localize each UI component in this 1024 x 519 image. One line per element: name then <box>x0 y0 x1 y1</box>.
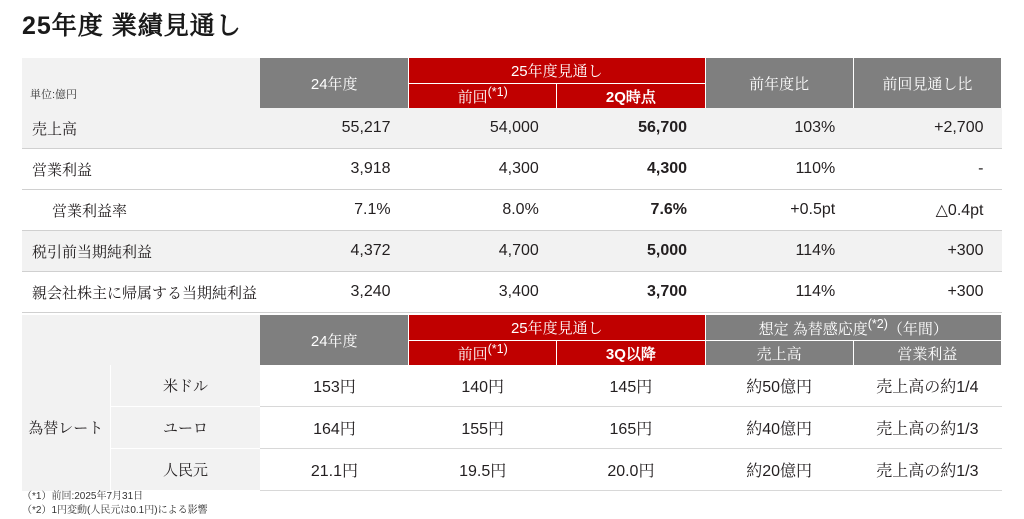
header-fy24: 24年度 <box>260 58 408 108</box>
cell-prev: 4,300 <box>409 149 557 190</box>
cell-yoy: +0.5pt <box>705 190 853 231</box>
header-q2: 2Q時点 <box>557 84 705 109</box>
cell-vs-prev: △0.4pt <box>853 190 1001 231</box>
unit-label: 単位:億円 <box>22 58 260 108</box>
fx-currency: 米ドル <box>110 365 260 407</box>
fx-currency: 人民元 <box>110 449 260 491</box>
fx-cell-prev: 140円 <box>409 365 557 407</box>
fx-header-prev-note: (*1) <box>487 342 508 356</box>
fx-header-q3: 3Q以降 <box>557 341 705 366</box>
fx-rate-table <box>22 315 1002 491</box>
row-label: 営業利益率 <box>22 190 260 231</box>
cell-vs-prev: - <box>853 149 1001 190</box>
cell-fy24: 3,918 <box>260 149 408 190</box>
footnotes <box>22 490 208 517</box>
cell-q2: 4,300 <box>557 149 705 190</box>
fx-cell-fy24: 21.1円 <box>260 449 408 491</box>
footnote-1: （*1）前回:2025年7月31日 <box>22 491 144 502</box>
table2-header-row-1 <box>22 315 1002 341</box>
cell-prev: 3,400 <box>409 272 557 313</box>
cell-yoy: 103% <box>705 108 853 149</box>
cell-vs-prev: +300 <box>853 231 1001 272</box>
cell-prev: 8.0% <box>409 190 557 231</box>
fx-cell-fy24: 153円 <box>260 365 408 407</box>
page-title: 25年度 業績見通し <box>22 12 242 40</box>
cell-vs-prev: +2,700 <box>853 108 1001 149</box>
fx-header-sales: 売上高 <box>705 341 853 366</box>
fx-cell-q3: 145円 <box>557 365 705 407</box>
header-prev-note: (*1) <box>487 85 508 99</box>
fx-cell-q3: 165円 <box>557 407 705 449</box>
fx-header-prev-label: 前回 <box>457 346 488 363</box>
fx-sens-label: 想定 為替感応度 <box>758 320 868 338</box>
fx-sens-period: （年間） <box>887 320 948 338</box>
table-row <box>22 190 1002 231</box>
row-label: 税引前当期純利益 <box>22 231 260 272</box>
fx-header-outlook-group: 25年度見通し <box>409 315 705 341</box>
table-row <box>22 149 1002 190</box>
cell-q2: 7.6% <box>557 190 705 231</box>
cell-q2: 56,700 <box>557 108 705 149</box>
table-row <box>22 365 1002 407</box>
fx-cell-sens-sales: 約40億円 <box>705 407 853 449</box>
cell-fy24: 7.1% <box>260 190 408 231</box>
cell-fy24: 55,217 <box>260 108 408 149</box>
fx-cell-sens-op: 売上高の約1/3 <box>853 449 1001 491</box>
table1-header-row-1 <box>22 58 1002 84</box>
earnings-forecast-table <box>22 58 1002 313</box>
header-prev <box>409 84 557 109</box>
fx-cell-prev: 155円 <box>409 407 557 449</box>
fx-currency: ユーロ <box>110 407 260 449</box>
table-row <box>22 231 1002 272</box>
footnote-2: （*2）1円変動(人民元は0.1円)による影響 <box>22 504 208 516</box>
row-label: 営業利益 <box>22 149 260 190</box>
header-prev-label: 前回 <box>457 89 488 106</box>
header-yoy: 前年度比 <box>705 58 853 108</box>
fx-header-op: 営業利益 <box>853 341 1001 366</box>
fx-cell-fy24: 164円 <box>260 407 408 449</box>
fx-group-label: 為替レート <box>22 365 110 491</box>
fx-cell-sens-op: 売上高の約1/3 <box>853 407 1001 449</box>
row-label: 売上高 <box>22 108 260 149</box>
table-row <box>22 272 1002 313</box>
cell-q2: 3,700 <box>557 272 705 313</box>
fx-sens-note: (*2) <box>867 316 888 331</box>
cell-prev: 54,000 <box>409 108 557 149</box>
table-row <box>22 407 1002 449</box>
row-label: 親会社株主に帰属する当期純利益 <box>22 272 260 313</box>
table-row <box>22 108 1002 149</box>
fx-cell-sens-op: 売上高の約1/4 <box>853 365 1001 407</box>
cell-fy24: 4,372 <box>260 231 408 272</box>
fx-cell-sens-sales: 約50億円 <box>705 365 853 407</box>
fx-header-prev <box>409 341 557 366</box>
fx-cell-q3: 20.0円 <box>557 449 705 491</box>
fx-header-blank <box>22 315 260 365</box>
fx-cell-sens-sales: 約20億円 <box>705 449 853 491</box>
cell-yoy: 114% <box>705 272 853 313</box>
fx-cell-prev: 19.5円 <box>409 449 557 491</box>
cell-yoy: 114% <box>705 231 853 272</box>
cell-yoy: 110% <box>705 149 853 190</box>
table-row <box>22 449 1002 491</box>
fx-header-sensitivity-group <box>705 315 1002 341</box>
cell-vs-prev: +300 <box>853 272 1001 313</box>
header-outlook-group: 25年度見通し <box>409 58 705 84</box>
fx-header-fy24: 24年度 <box>260 315 408 365</box>
header-vs-prev: 前回見通し比 <box>853 58 1001 108</box>
cell-fy24: 3,240 <box>260 272 408 313</box>
cell-prev: 4,700 <box>409 231 557 272</box>
cell-q2: 5,000 <box>557 231 705 272</box>
